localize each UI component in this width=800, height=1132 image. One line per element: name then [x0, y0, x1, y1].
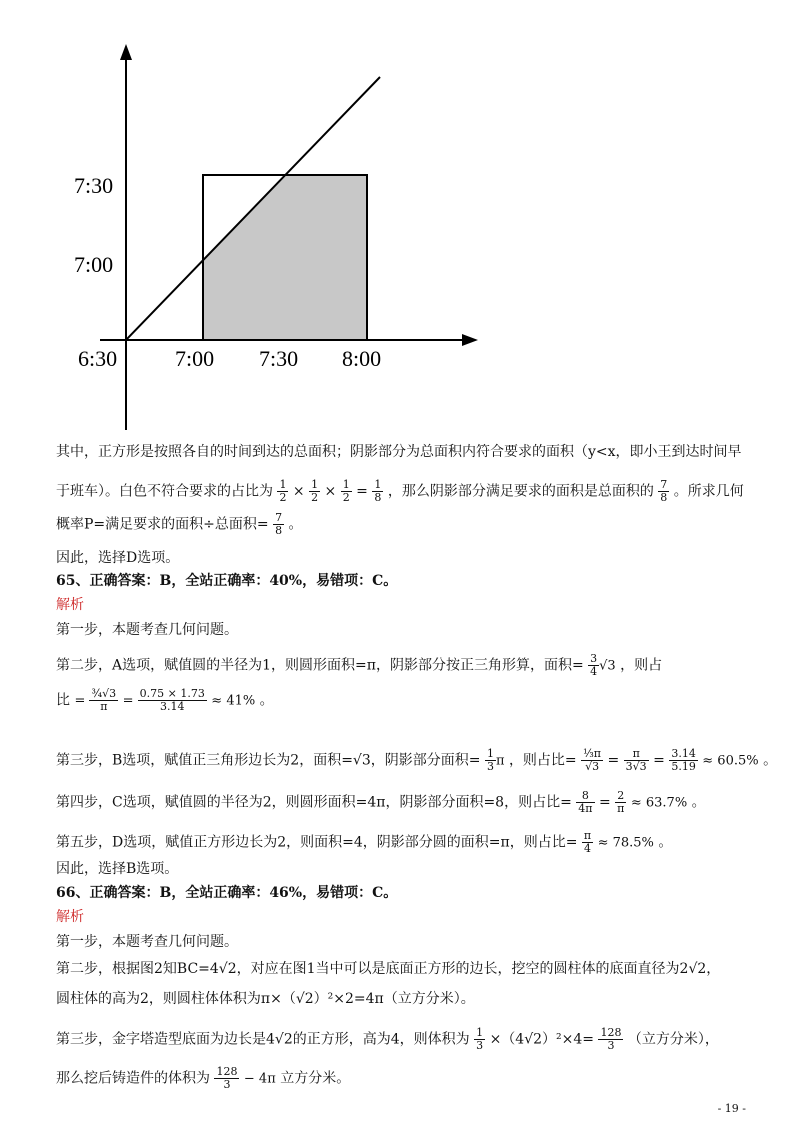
fraction: $\frac{3.14}{5.19}$ — [671, 747, 696, 773]
step-line: 第一步，本题考查几何问题。 — [56, 934, 238, 950]
para-line: 于班车）。白色不符合要求的占比为 $\frac{1}{2}$ × $\frac{1}{2}$ × $\frac{1}{2}$ = $\frac{1}{8}$ ，那么阴影部分满足要求的面积是总面积的 $\frac{7}{8}$ 。所求几何 — [56, 478, 744, 504]
step-line: 第三步，B选项，赋值正三角形边长为2，面积=√3，阴影部分面积= $\frac{1}{3}$ π ，则占比= $\frac{\text{⅓π}}{√3}$ = $\frac{\pi}{3√3}$ = $\frac{3.14}{5.19}$ ≈ 60.5% 。 — [56, 747, 778, 773]
x-tick-label: 7:00 — [175, 346, 215, 371]
y-tick-label: 7:00 — [74, 252, 114, 277]
fraction: $\frac{1}{8}$ — [374, 478, 382, 504]
fraction: $\frac{1}{2}$ — [279, 478, 287, 504]
step-line: 第四步，C选项，赋值圆的半径为2，则圆形面积=4π，阴影部分面积=8，则占比= $\frac{8}{4\pi}$ = $\frac{2}{\pi}$ ≈ 63.7% 。 — [56, 789, 706, 815]
time-diagram — [0, 0, 800, 440]
para-line: 概率P=满足要求的面积÷总面积= $\frac{7}{8}$ 。 — [56, 511, 303, 537]
y-tick-label: 7:30 — [74, 173, 114, 198]
para-line: 因此，选择D选项。 — [56, 550, 180, 566]
step-line: 第一步，本题考查几何问题。 — [56, 622, 238, 638]
jiexi-heading: 解析 — [56, 909, 84, 925]
shaded-region — [203, 175, 367, 340]
fraction: $\frac{\text{⅓π}}{√3}$ — [583, 747, 602, 773]
fraction: $\frac{1}{2}$ — [311, 478, 319, 504]
step-line: 那么挖后铸造件的体积为 $\frac{128}{3}$ − 4π 立方分米。 — [56, 1065, 351, 1091]
fraction: $\frac{128}{3}$ — [600, 1026, 622, 1052]
step-line: 第二步，根据图2知BC=4√2，对应在图1当中可以是底面正方形的边长，挖空的圆柱体的底面直径为2√2， — [56, 961, 721, 977]
fraction: $\frac{\pi}{4}$ — [583, 829, 592, 855]
step-line: 圆柱体的高为2，则圆柱体体积为π×（√2）²×2=4π（立方分米）。 — [56, 991, 475, 1007]
step-line: 第三步，金字塔造型底面为边长是4√2的正方形，高为4，则体积为 $\frac{1}{3}$ ×（4√2）²×4= $\frac{128}{3}$ （立方分米）， — [56, 1026, 719, 1052]
answer-title: 66、正确答案：B，全站正确率：46%，易错项：C。 — [56, 885, 398, 901]
page-number: - 19 - — [717, 1102, 746, 1115]
jiexi-heading: 解析 — [56, 597, 84, 613]
fraction: $\frac{7}{8}$ — [275, 511, 283, 537]
para-line: 其中，正方形是按照各自的时间到达的总面积；阴影部分为总面积内符合要求的面积（y<x，即小王到达时间早 — [56, 444, 742, 460]
fraction: $\frac{1}{2}$ — [342, 478, 350, 504]
fraction: $\frac{7}{8}$ — [660, 478, 668, 504]
origin-label: 6:30 — [78, 346, 118, 371]
fraction: $\frac{2}{\pi}$ — [617, 789, 625, 815]
fraction: $\frac{\text{¾√3}}{\pi}$ — [91, 687, 117, 713]
y-axis-arrow — [120, 44, 132, 60]
x-tick-label: 8:00 — [342, 346, 382, 371]
answer-title: 65、正确答案：B，全站正确率：40%，易错项：C。 — [56, 573, 398, 589]
fraction: $\frac{128}{3}$ — [216, 1065, 238, 1091]
x-axis-arrow — [462, 334, 478, 346]
fraction: $\frac{1}{3}$ — [486, 747, 494, 773]
step-line: 比 = $\frac{\text{¾√3}}{\pi}$ = $\frac{0.75 \times 1.73}{3.14}$ ≈ 41% 。 — [56, 687, 274, 713]
fraction: $\frac{\pi}{3√3}$ — [625, 747, 647, 773]
fraction: $\frac{3}{4}$ — [590, 652, 598, 678]
fraction: $\frac{8}{4\pi}$ — [578, 789, 593, 815]
fraction: $\frac{1}{3}$ — [476, 1026, 484, 1052]
step-line: 第二步，A选项，赋值圆的半径为1，则圆形面积=π，阴影部分按正三角形算，面积= $\frac{3}{4}$ √3 ，则占 — [56, 652, 663, 678]
fraction: $\frac{0.75 \times 1.73}{3.14}$ — [139, 687, 205, 713]
step-line: 因此，选择B选项。 — [56, 861, 179, 877]
x-tick-label: 7:30 — [259, 346, 299, 371]
step-line: 第五步，D选项，赋值正方形边长为2，则面积=4，阴影部分圆的面积=π，则占比= $\frac{\pi}{4}$ ≈ 78.5% 。 — [56, 829, 673, 855]
